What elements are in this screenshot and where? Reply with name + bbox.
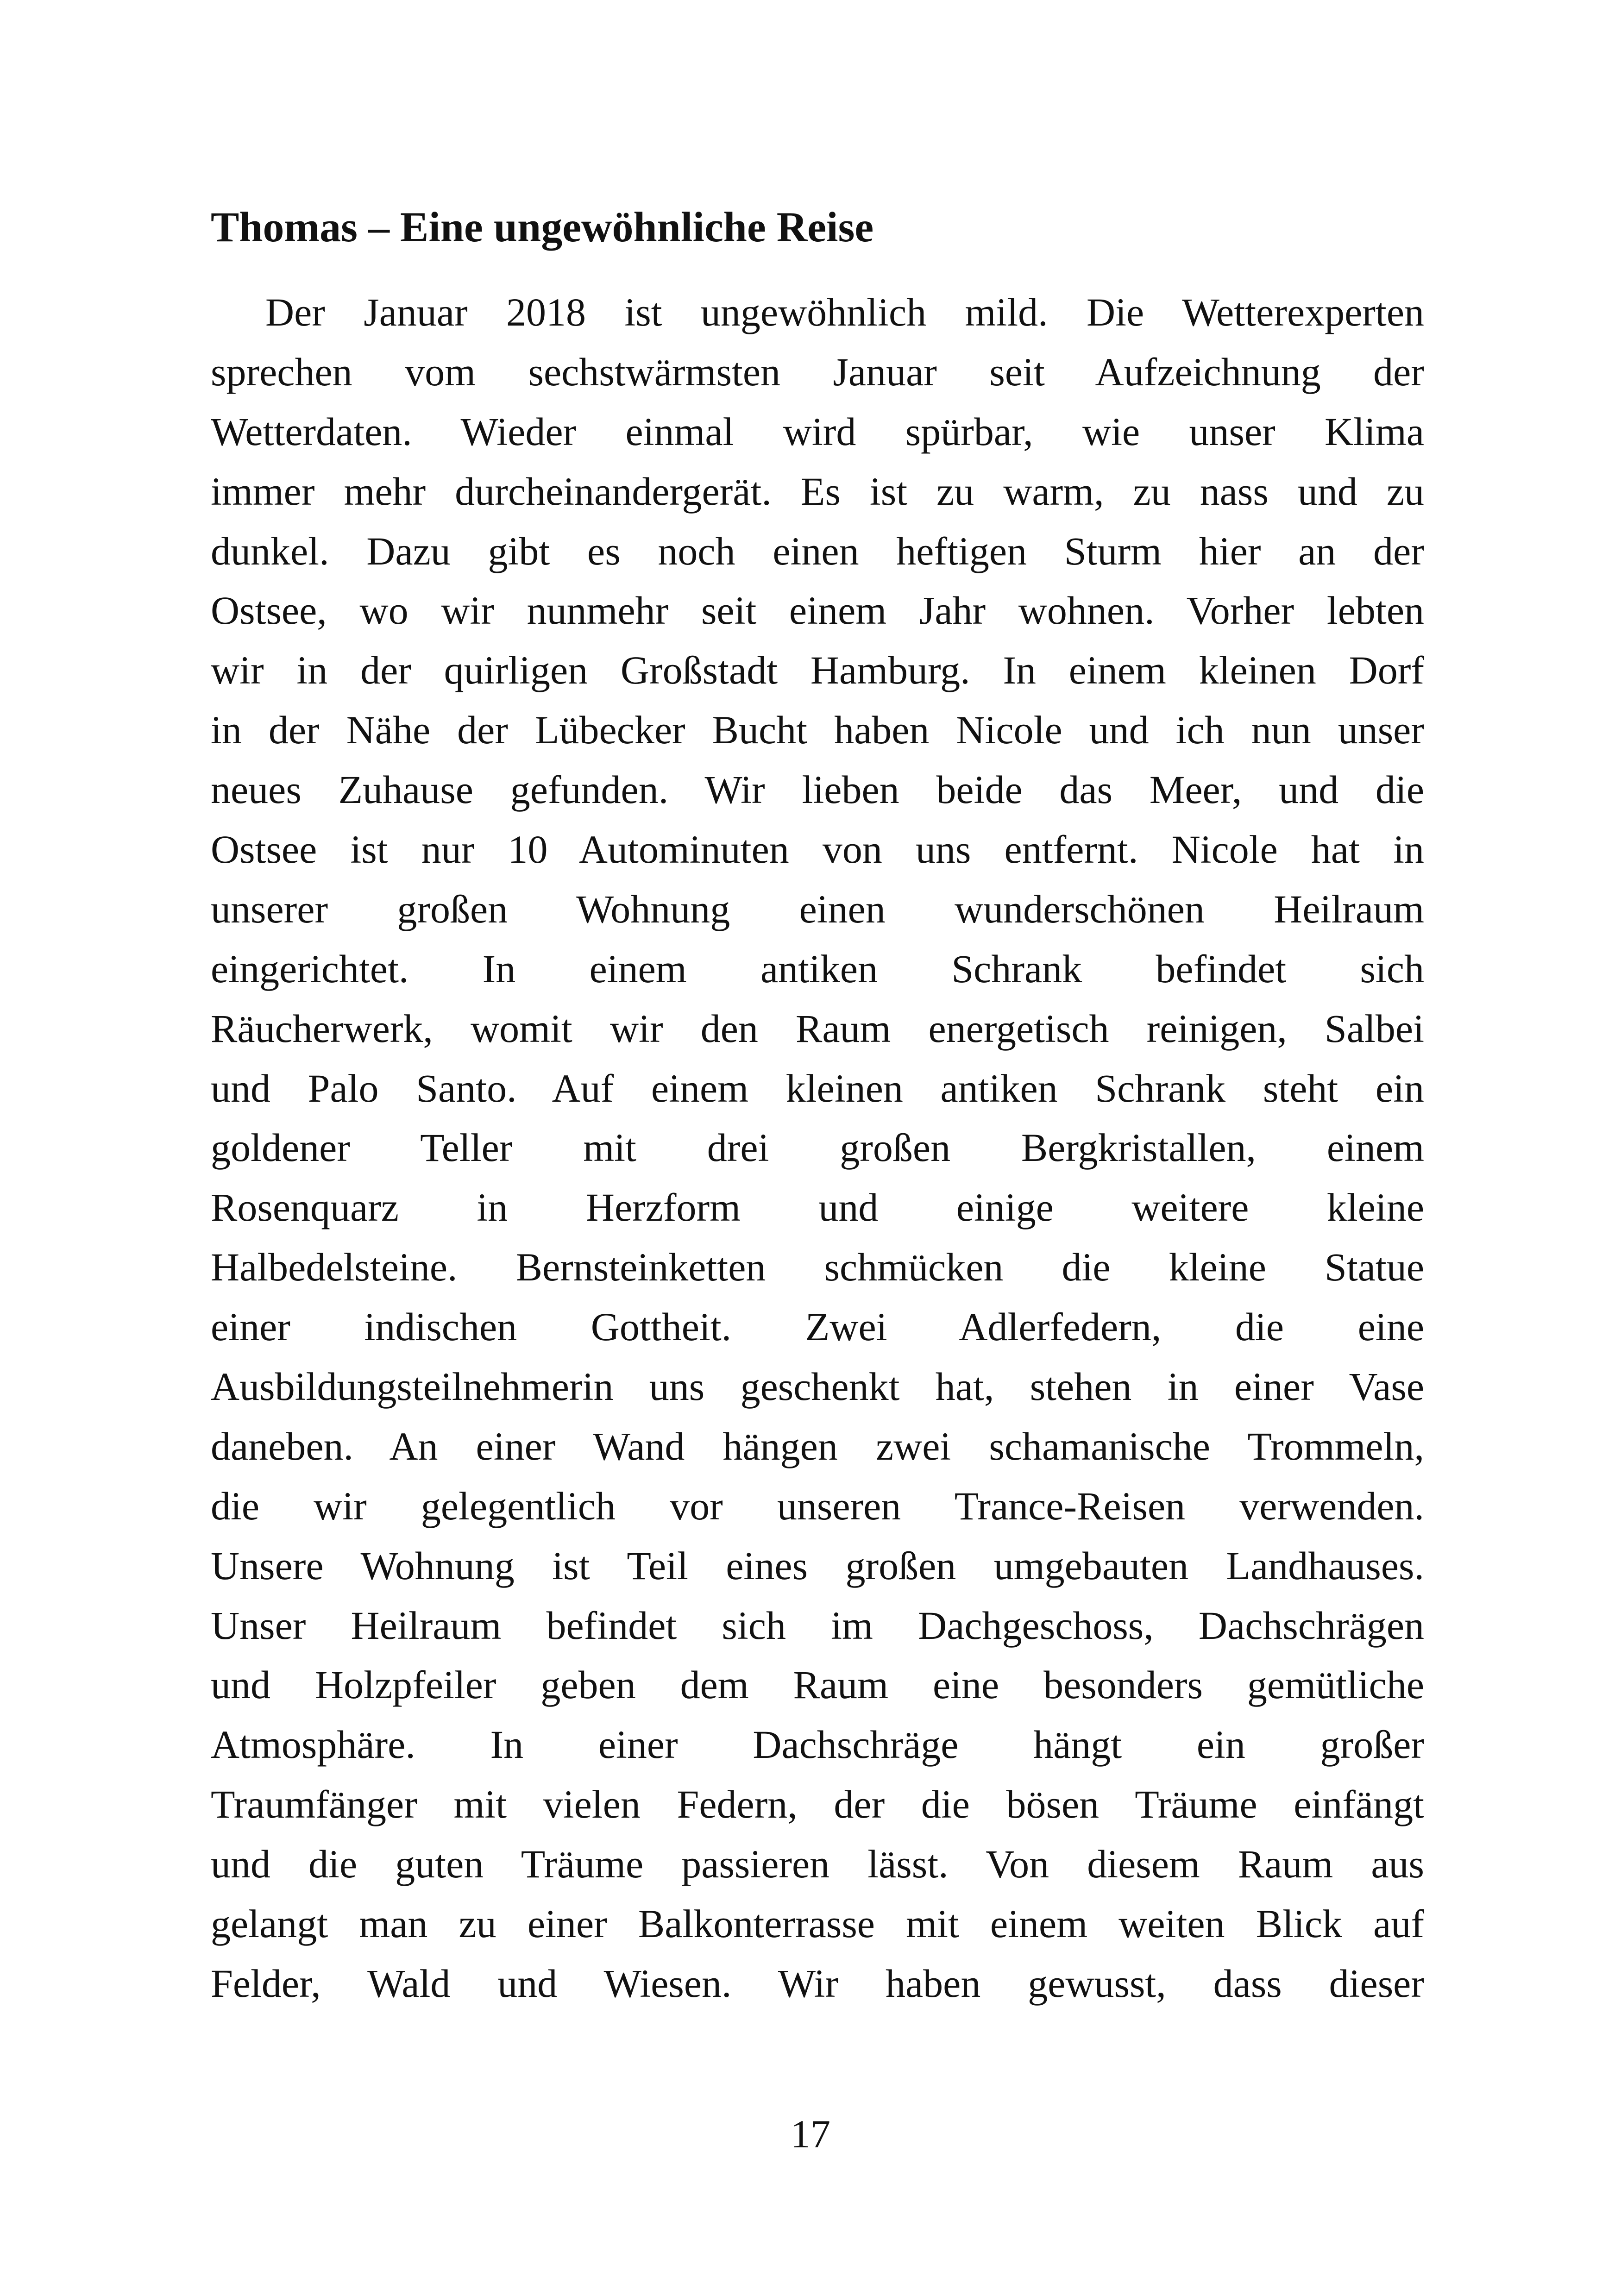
text-line: und Holzpfeiler geben dem Raum eine besonders gemütliche	[211, 1662, 1424, 1707]
text-line: und Palo Santo. Auf einem kleinen antiken Schrank steht ein	[211, 1066, 1424, 1110]
text-line: Traumfänger mit vielen Federn, der die bösen Träume einfängt	[211, 1782, 1424, 1827]
chapter-title: Thomas – Eine ungewöhnliche Reise	[211, 203, 874, 251]
body-text	[211, 282, 1424, 2014]
page-number: 17	[791, 2112, 830, 2156]
text-line: Räucherwerk, womit wir den Raum energetisch reinigen, Salbei	[211, 1006, 1424, 1051]
text-line: Felder, Wald und Wiesen. Wir haben gewusst, dass dieser	[211, 1961, 1424, 2006]
text-line: Wetterdaten. Wieder einmal wird spürbar, wie unser Klima	[211, 409, 1424, 454]
text-line: Ausbildungsteilnehmerin uns geschenkt hat, stehen in einer Vase	[211, 1364, 1424, 1409]
text-line: sprechen vom sechstwärmsten Januar seit Aufzeichnung der	[211, 349, 1424, 394]
text-line: daneben. An einer Wand hängen zwei schamanische Trommeln,	[211, 1424, 1424, 1468]
text-line: Unser Heilraum befindet sich im Dachgeschoss, Dachschrägen	[211, 1603, 1424, 1648]
text-line: die wir gelegentlich vor unseren Trance-Reisen verwenden.	[211, 1483, 1424, 1528]
text-line: und die guten Träume passieren lässt. Von diesem Raum aus	[211, 1842, 1424, 1887]
text-line: Ostsee ist nur 10 Autominuten von uns entfernt. Nicole hat in	[211, 827, 1424, 872]
text-line: Der Januar 2018 ist ungewöhnlich mild. Die Wetterexperten	[265, 290, 1424, 334]
text-line: eingerichtet. In einem antiken Schrank befindet sich	[211, 946, 1424, 991]
text-line: wir in der quirligen Großstadt Hamburg. In einem kleinen Dorf	[211, 648, 1424, 693]
text-line: goldener Teller mit drei großen Bergkristallen, einem	[211, 1125, 1424, 1170]
text-line: unserer großen Wohnung einen wunderschönen Heilraum	[211, 886, 1424, 931]
text-line: Rosenquarz in Herzform und einige weitere kleine	[211, 1185, 1424, 1230]
text-line: immer mehr durcheinandergerät. Es ist zu warm, zu nass und zu	[211, 469, 1424, 514]
text-line: Halbedelsteine. Bernsteinketten schmücken die kleine Statue	[211, 1245, 1424, 1290]
text-line: neues Zuhause gefunden. Wir lieben beide das Meer, und die	[211, 767, 1424, 812]
text-line: Ostsee, wo wir nunmehr seit einem Jahr wohnen. Vorher lebten	[211, 588, 1424, 633]
text-line: Unsere Wohnung ist Teil eines großen umgebauten Landhauses.	[211, 1543, 1424, 1588]
text-line: dunkel. Dazu gibt es noch einen heftigen Sturm hier an der	[211, 528, 1424, 573]
text-line: einer indischen Gottheit. Zwei Adlerfedern, die eine	[211, 1305, 1424, 1349]
text-line: in der Nähe der Lübecker Bucht haben Nicole und ich nun unser	[211, 708, 1424, 753]
text-line: Atmosphäre. In einer Dachschräge hängt ein großer	[211, 1722, 1424, 1767]
text-line: gelangt man zu einer Balkonterrasse mit einem weiten Blick auf	[211, 1901, 1424, 1946]
